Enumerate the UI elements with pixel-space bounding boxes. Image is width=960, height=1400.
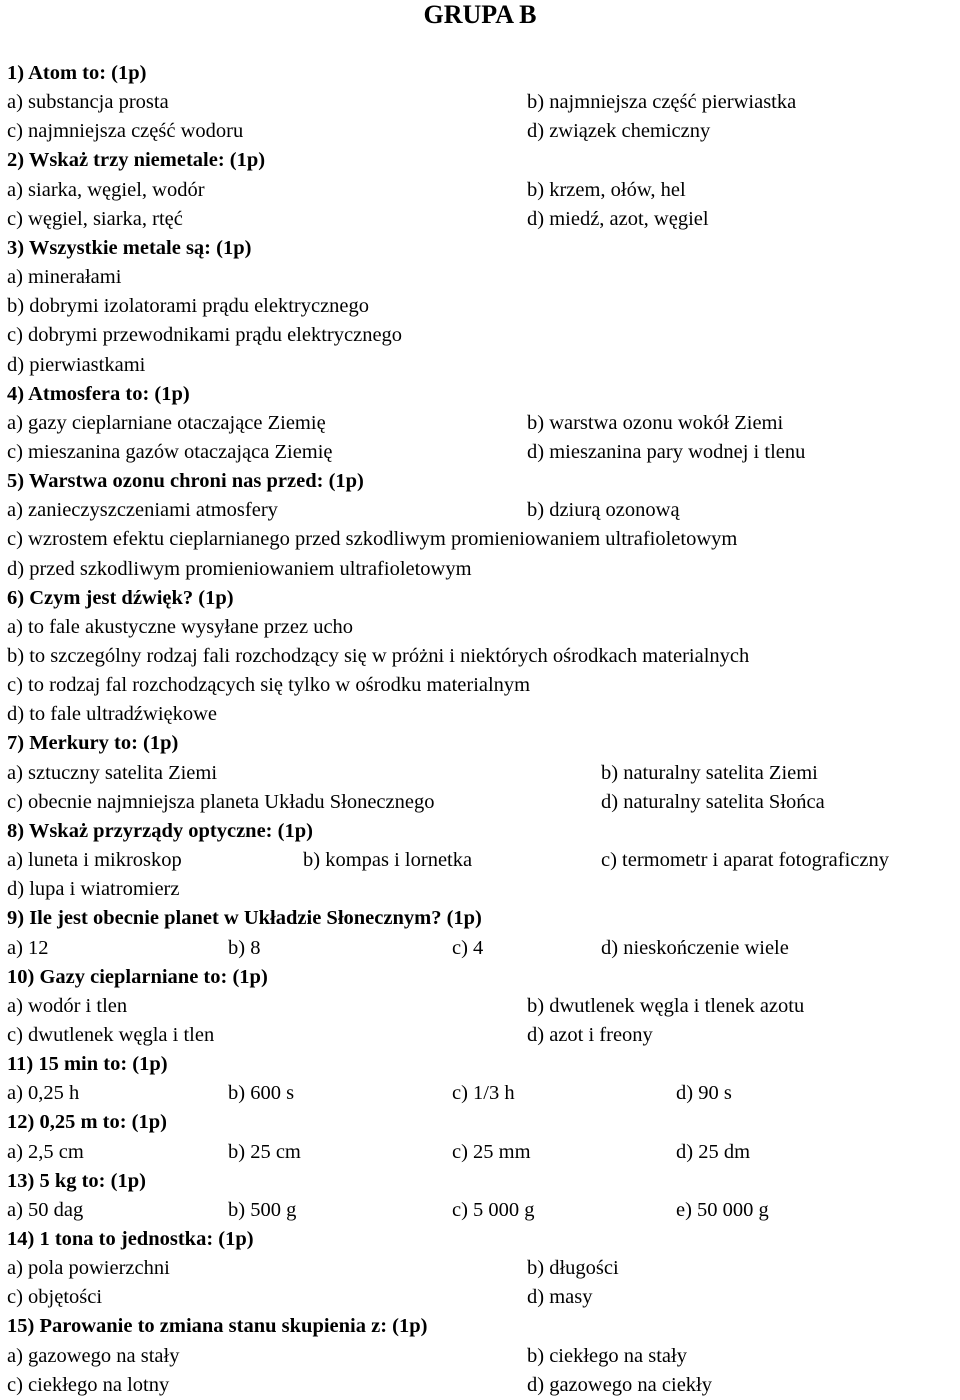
answer-row (0, 321, 960, 350)
answer-row (0, 1371, 960, 1400)
answer-option: a) siarka, węgiel, wodór (7, 178, 205, 201)
answer-row (0, 1021, 960, 1050)
answer-row (0, 934, 960, 963)
answer-row (0, 1138, 960, 1167)
question-heading: 8) Wskaż przyrządy optyczne: (1p) (7, 819, 313, 842)
answer-option: d) azot i freony (527, 1023, 653, 1046)
answer-row (0, 525, 960, 554)
answer-option: c) 5 000 g (452, 1198, 535, 1221)
answer-option: b) 600 s (228, 1082, 295, 1105)
answer-row (0, 992, 960, 1021)
answer-option: d) mieszanina pary wodnej i tlenu (527, 440, 806, 463)
answer-row (0, 205, 960, 234)
question-heading: 15) Parowanie to zmiana stanu skupienia z: (1p) (7, 1315, 428, 1338)
answer-option: b) dwutlenek węgla i tlenek azotu (527, 994, 805, 1017)
question-heading: 11) 15 min to: (1p) (7, 1053, 168, 1076)
question-heading: 12) 0,25 m to: (1p) (7, 1111, 167, 1134)
answer-option: d) gazowego na ciekły (527, 1373, 712, 1396)
answer-row (0, 1254, 960, 1283)
question-heading: 14) 1 tona to jednostka: (1p) (7, 1228, 254, 1250)
answer-option: c) węgiel, siarka, rtęć (7, 207, 183, 230)
answer-option: d) nieskończenie wiele (601, 936, 789, 959)
answer-option: b) kompas i lornetka (303, 849, 473, 872)
answer-row (0, 1342, 960, 1371)
answer-option: b) to szczególny rodzaj fali rozchodzący się w próżni i niektórych ośrodkach materialnych (7, 645, 750, 667)
answer-row (0, 1283, 960, 1312)
answer-option: b) naturalny satelita Ziemi (601, 761, 818, 784)
answer-option: c) 25 mm (452, 1140, 531, 1163)
answer-option: c) obecnie najmniejsza planeta Układu Słonecznego (7, 790, 435, 813)
answer-option: a) substancja prosta (7, 91, 169, 114)
answer-option: a) 50 dag (7, 1198, 84, 1221)
answer-row (0, 438, 960, 467)
answer-option: b) warstwa ozonu wokół Ziemi (527, 411, 784, 434)
question-heading: 13) 5 kg to: (1p) (7, 1169, 146, 1192)
question-heading: 10) Gazy cieplarniane to: (1p) (7, 965, 268, 988)
answer-row (0, 1079, 960, 1108)
answer-option: c) 4 (452, 936, 484, 959)
answer-row (0, 671, 960, 700)
answer-option: d) przed szkodliwym promieniowaniem ultrafioletowym (7, 557, 472, 580)
answer-option: b) długości (527, 1257, 619, 1280)
answer-row (0, 263, 960, 292)
answer-row (0, 759, 960, 788)
answer-option: d) naturalny satelita Słońca (601, 790, 825, 813)
answer-row (0, 613, 960, 642)
answer-option: c) to rodzaj fal rozchodzących się tylko w ośrodku materialnym (7, 674, 531, 697)
answer-row (0, 88, 960, 117)
answer-row (0, 846, 960, 875)
answer-option: a) minerałami (7, 266, 122, 289)
answer-option: a) sztuczny satelita Ziemi (7, 761, 218, 784)
answer-option: d) to fale ultradźwiękowe (7, 703, 218, 726)
answer-option: a) zanieczyszczeniami atmosfery (7, 499, 278, 522)
answer-option: c) ciekłego na lotny (7, 1373, 170, 1396)
question-heading: 1) Atom to: (1p) (7, 62, 147, 84)
answer-row (0, 1196, 960, 1225)
answer-option: c) najmniejsza część wodoru (7, 120, 244, 143)
answer-option: a) 2,5 cm (7, 1140, 84, 1163)
answer-option: e) 50 000 g (676, 1198, 769, 1221)
answer-option: b) najmniejsza część pierwiastka (527, 91, 797, 114)
answer-row (0, 700, 960, 729)
answer-option: a) 12 (7, 936, 49, 959)
answer-option: a) gazowego na stały (7, 1344, 180, 1367)
answer-row (0, 555, 960, 584)
answer-option: a) pola powierzchni (7, 1257, 170, 1280)
answer-option: c) dwutlenek węgla i tlen (7, 1023, 215, 1046)
answer-option: a) gazy cieplarniane otaczające Ziemię (7, 411, 326, 434)
answer-option: d) miedź, azot, węgiel (527, 207, 709, 230)
answer-option: d) związek chemiczny (527, 120, 711, 143)
answer-option: d) 25 dm (676, 1140, 751, 1163)
answer-option: d) masy (527, 1286, 593, 1309)
question-heading: 6) Czym jest dźwięk? (1p) (7, 586, 234, 609)
answer-row (0, 642, 960, 671)
answer-option: b) dziurą ozonową (527, 499, 680, 522)
answer-row (0, 176, 960, 205)
answer-row (0, 409, 960, 438)
answer-option: b) dobrymi izolatorami prądu elektrycznego (7, 295, 370, 318)
question-heading: 9) Ile jest obecnie planet w Układzie Słonecznym? (1p) (7, 907, 482, 930)
answer-option: a) wodór i tlen (7, 994, 128, 1017)
answer-row (0, 351, 960, 380)
answer-option: a) to fale akustyczne wysyłane przez ucho (7, 615, 354, 638)
question-heading: 7) Merkury to: (1p) (7, 732, 179, 755)
answer-option: b) 8 (228, 936, 261, 959)
answer-option: c) wzrostem efektu cieplarnianego przed szkodliwym promieniowaniem ultrafioletowym (7, 528, 738, 551)
answer-option: c) objętości (7, 1286, 103, 1309)
question-heading: 2) Wskaż trzy niemetale: (1p) (7, 149, 266, 172)
answer-option: d) lupa i wiatromierz (7, 878, 180, 901)
page-title: GRUPA B (423, 0, 537, 29)
answer-row (0, 875, 960, 904)
answer-option: b) 25 cm (228, 1140, 301, 1163)
answer-option: c) termometr i aparat fotograficzny (601, 849, 889, 872)
answer-option: c) mieszanina gazów otaczająca Ziemię (7, 440, 333, 463)
question-heading: 5) Warstwa ozonu chroni nas przed: (1p) (7, 470, 364, 493)
question-heading: 3) Wszystkie metale są: (1p) (7, 236, 252, 259)
answer-option: a) 0,25 h (7, 1082, 80, 1105)
answer-row (0, 292, 960, 321)
answer-option: a) luneta i mikroskop (7, 849, 182, 872)
answer-option: b) krzem, ołów, hel (527, 178, 686, 201)
answer-row (0, 496, 960, 525)
answer-option: c) 1/3 h (452, 1082, 515, 1105)
answer-option: b) 500 g (228, 1198, 297, 1221)
answer-option: b) ciekłego na stały (527, 1344, 687, 1367)
answer-option: d) 90 s (676, 1082, 732, 1105)
answer-option: d) pierwiastkami (7, 353, 146, 376)
answer-option: c) dobrymi przewodnikami prądu elektrycznego (7, 324, 403, 347)
answer-row (0, 788, 960, 817)
question-heading: 4) Atmosfera to: (1p) (7, 382, 190, 405)
answer-row (0, 117, 960, 146)
